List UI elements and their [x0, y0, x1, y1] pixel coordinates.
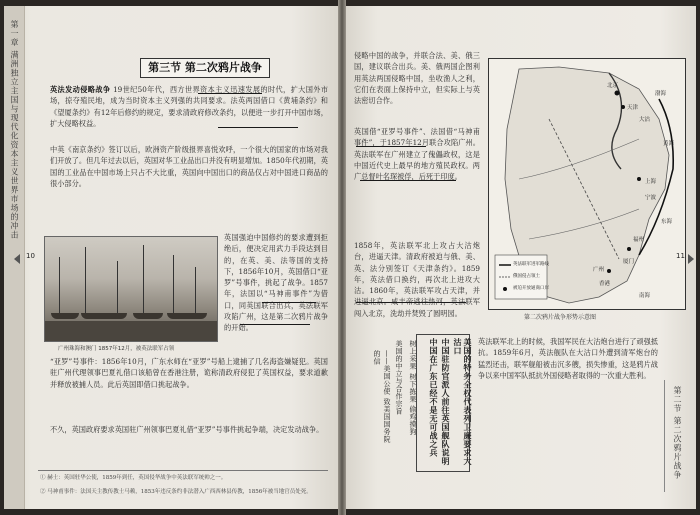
map-label-yellow-sea: 黄海: [663, 141, 675, 147]
paragraph-2: 中英《南京条约》签订以后，欧洲资产阶级报界喜悦欢呼，一个很大的国家的市场对我们开放了。但几年过去以后，英国对华工业品出口并没有明显增加。1850年代初期，英国的工业品在中国市场上只占不大比重，英国向中国出口的商品仅占对中国进口商品的很小部分。: [50, 145, 328, 188]
side-tab-text: 第二节 第二次鸦片战争: [673, 386, 682, 480]
map-label-xiamen: 厦门: [623, 259, 635, 265]
map-label-bohai: 渤海: [655, 91, 667, 97]
footnote-divider: [38, 470, 328, 471]
quote-col-3: 中国在广东已经不是无可战之兵: [429, 338, 438, 457]
paragraph-1-body: 19世纪50年代，西方世界资本主义迅速发展的时代，扩大国外市场，掠夺殖民地，成为当时资本主义列强的共同要求。法英两国借口《黄埔条约》和《望厦条约》有12年后修约的规定，要求清政府修改条约，以便进一步打开中国市场，扩大侵略权益。: [50, 85, 328, 128]
left-page-arrow-icon: [14, 254, 20, 264]
map-label-beijing: 北京: [607, 83, 619, 89]
map-label-south-sea: 南海: [639, 293, 651, 299]
right-paragraph-2: 英国借“亚罗号事件”、法国借“马神甫事件”，于1857年12月联合攻陷广州。英法联军在广州建立了傀儡政权，这是中国近代史上最早的地方殖民政权。两广总督叶名琛被俘，后死于印度。: [354, 127, 480, 182]
quote-col-4: 树上采果 树下拣果 偷鸡摸狗: [409, 340, 417, 436]
section-title: 第三节 第二次鸦片战争: [140, 58, 270, 78]
quote-col-1: 美国的特务全权代表列卫廉要求大沽口: [453, 338, 472, 466]
photo-caption: 广州珠海和澳门 1857年12月，被英法联军占领: [58, 346, 175, 352]
map-label-hongkong: 香港: [599, 281, 611, 287]
paragraph-5: 不久，英国政府要求英国驻广州领事巴夏礼借“亚罗”号事件挑起争端，决定发动战争。: [50, 425, 324, 434]
map-legend-ports: 被迫开放通商口岸: [513, 286, 549, 291]
map-label-ningbo: 宁波: [645, 195, 657, 201]
quote-col-5: 美国的中立与合作宗旨: [395, 340, 403, 415]
harbor-photo: [44, 236, 218, 342]
map-label-dagu: 大沽: [639, 117, 651, 123]
side-tab: [664, 380, 687, 492]
paragraph-3: 英国强迫中国修约的要求遭到拒绝后，便决定用武力手段达到目的，在英、美、法等国的支持下，1856年10月，英国借口“亚罗”号事件，挑起了战争。1857年，法国以“马神甫事件”为借口，同英国联合出兵，英法联军攻陷广州，这是第二次鸦片战争的开始。: [224, 233, 328, 333]
map-legend-russia: 俄国侵占领土: [513, 274, 540, 279]
map-legend-route: 英法联军进军路线: [513, 262, 549, 267]
quote-col-2: 中国驻防官派人前往英国舰队说明: [441, 338, 450, 466]
paragraph-1-heading: 英法发动侵略战争: [50, 85, 111, 94]
map-label-tianjin: 天津: [627, 105, 639, 111]
war-situation-map: [488, 58, 686, 310]
map-label-guangzhou: 广州: [593, 267, 605, 273]
right-paragraph-3: 1858年，英法联军北上攻占大沽炮台，进逼天津。清政府被迫与俄、美、英、法分别签订《天津条约》。1859年，英法借口换约，再次北上进攻大沽。1860年，英法联军攻占天津，并进逼北京。咸丰帝逃往热河，英法联军闯入北京，洗劫并焚毁了圆明园。: [354, 241, 480, 318]
left-page-number: 10: [26, 252, 35, 260]
map-label-shanghai: 上海: [645, 179, 657, 185]
paragraph-1: [50, 84, 328, 129]
paragraph-4: “亚罗”号事件：1856年10月，广东水师在“亚罗”号船上逮捕了几名海盗嫌疑犯。英国驻广州代理领事巴夏礼借口该船曾在香港注册，诡称清政府侵犯了英国权益，要求道歉并释放被捕人员。此后英国即借口挑起战争。: [50, 357, 328, 389]
chapter-strip-text: 第一章 满洲独立主国与现代化资本主义世界市场的冲击: [10, 20, 19, 240]
right-page-arrow-icon: [688, 254, 694, 264]
map-label-east-sea: 东海: [661, 219, 673, 225]
map-label-fuzhou: 福州: [633, 237, 645, 243]
map-caption: 第二次鸦片战争形势示意图: [524, 314, 597, 321]
book-spine: [338, 0, 346, 515]
right-paragraph-4: 英法联军北上的时候，我国军民在大沽炮台进行了顽强抵抗。1859年6月，英法舰队在大沽口外遭到清军炮台的猛烈还击，联军舰船被击沉多艘，损失惨重，这是鸦片战争以来中国军队抵抗外国侵略者取得的一次重大胜利。: [478, 337, 658, 380]
footnote-1: ① 赫士：英国驻华公使，1859年到任，英国侵华战争中英法联军统帅之一。: [40, 475, 227, 481]
right-paragraph-1: 侵略中国的战争，并联合法、美、俄三国，建议联合出兵。美、俄两国企图利用英法两国侵略中国，坐收渔人之利，它们在表面上保持中立，但实际上与英法密切合作。: [354, 51, 480, 106]
quote-source: ——美国公使 致美国国务院的信: [373, 350, 391, 443]
right-page-number: 11: [676, 252, 685, 260]
footnote-2: ② 马神甫事件：法国天主教传教士马赖，1853年违反条约非法潜入广西西林县传教，1856年被当地官员处死。: [40, 489, 312, 495]
